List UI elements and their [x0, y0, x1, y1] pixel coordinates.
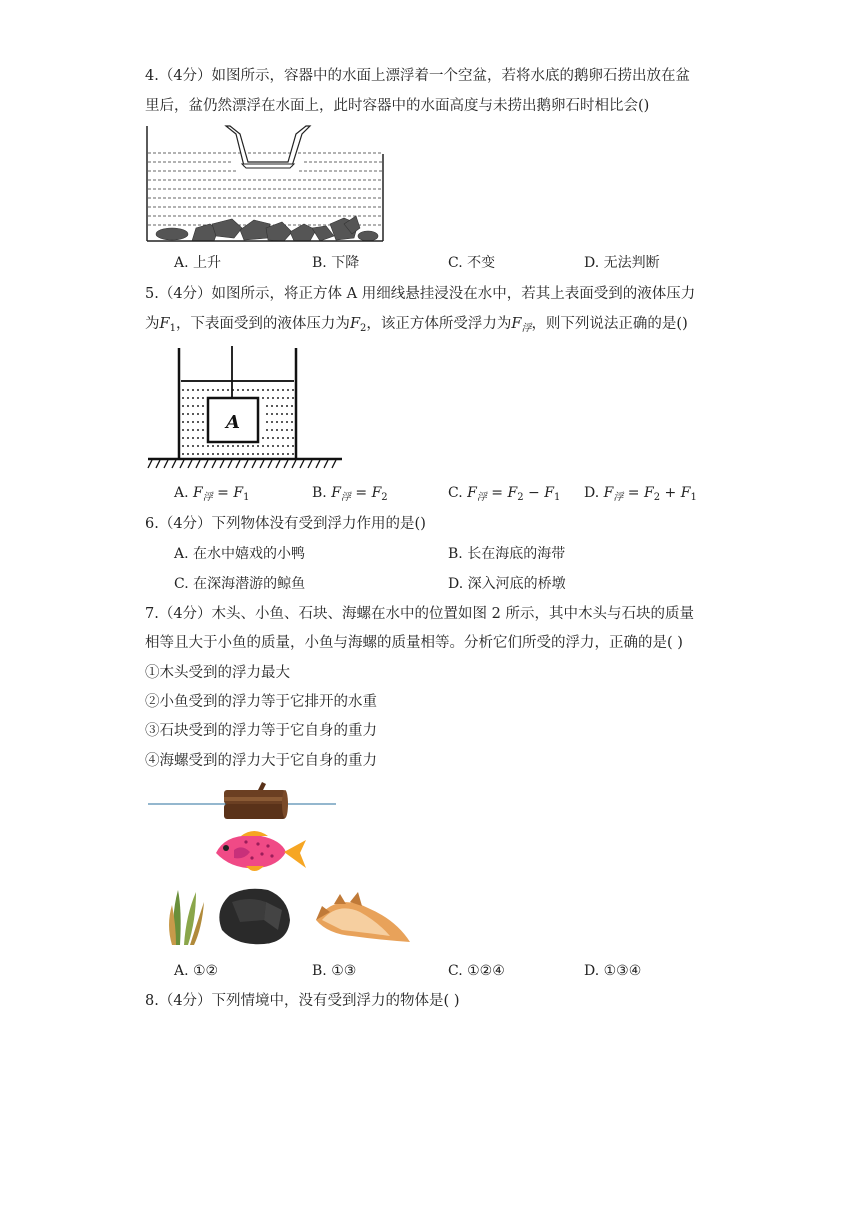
- q7-stem-line2: 相等且大于小鱼的质量，小鱼与海螺的质量相等。分析它们所受的浮力，正确的是( ): [145, 635, 683, 651]
- q7-stem-line1: 7.（4分）木头、小鱼、石块、海螺在水中的位置如图 2 所示，其中木头与石块的质量: [145, 606, 695, 622]
- q4-stem-line2: 里后，盆仍然漂浮在水面上，此时容器中的水面高度与未捞出鹅卵石时相比会(): [145, 98, 650, 114]
- wood-log-icon: [224, 782, 288, 819]
- q5-stem-line2: 为$F_1$，下表面受到的液体压力为$F_2$，该正方体所受浮力为$F_浮$，则下列说法正确的是(): [145, 316, 688, 334]
- q7-option-a[interactable]: A. ①②: [174, 963, 219, 979]
- q7-statement-2: ②小鱼受到的浮力等于它排开的水重: [145, 694, 377, 710]
- q5-option-a[interactable]: A. $F_浮 = F_1$: [174, 485, 250, 503]
- q6-option-a[interactable]: A. 在水中嬉戏的小鸭: [174, 546, 306, 562]
- q4-container-figure: [144, 124, 386, 244]
- q5-option-b[interactable]: B. $F_浮 = F_2$: [312, 485, 388, 503]
- q5-stem-line1: 5.（4分）如图所示，将正方体 A 用细线悬挂浸没在水中，若其上表面受到的液体压力: [145, 286, 696, 302]
- q7-option-c[interactable]: C. ①②④: [448, 963, 505, 979]
- q4-stem-line1: 4.（4分）如图所示，容器中的水面上漂浮着一个空盆，若将水底的鹅卵石捞出放在盆: [145, 68, 691, 84]
- q4-option-d[interactable]: D. 无法判断: [584, 255, 660, 271]
- q4-option-a[interactable]: A. 上升: [174, 255, 222, 271]
- q7-option-b[interactable]: B. ①③: [312, 963, 357, 979]
- q6-stem: 6.（4分）下列物体没有受到浮力作用的是(): [145, 516, 426, 532]
- q5-cube-figure: [146, 346, 346, 472]
- q5-option-d[interactable]: D. $F_浮 = F_2 + F_1$: [584, 485, 697, 503]
- q7-objects-figure: [146, 780, 416, 950]
- cube-label: A: [226, 412, 240, 433]
- q8-stem: 8.（4分）下列情境中，没有受到浮力的物体是( ): [145, 993, 460, 1009]
- q6-option-b[interactable]: B. 长在海底的海带: [448, 546, 566, 562]
- q7-option-d[interactable]: D. ①③④: [584, 963, 642, 979]
- q5-option-c[interactable]: C. $F_浮 = F_2 - F_1$: [448, 485, 561, 503]
- q4-option-c[interactable]: C. 不变: [448, 255, 496, 271]
- q6-option-d[interactable]: D. 深入河底的桥墩: [448, 576, 566, 592]
- fish-icon: [216, 831, 306, 871]
- q6-option-c[interactable]: C. 在深海潜游的鲸鱼: [174, 576, 306, 592]
- rock-icon: [219, 889, 290, 944]
- seaweed-icon: [169, 890, 204, 945]
- q7-statement-3: ③石块受到的浮力等于它自身的重力: [145, 723, 377, 739]
- q7-statement-1: ①木头受到的浮力最大: [145, 665, 290, 681]
- conch-shell-icon: [316, 892, 410, 942]
- q7-statement-4: ④海螺受到的浮力大于它自身的重力: [145, 753, 377, 769]
- q4-option-b[interactable]: B. 下降: [312, 255, 360, 271]
